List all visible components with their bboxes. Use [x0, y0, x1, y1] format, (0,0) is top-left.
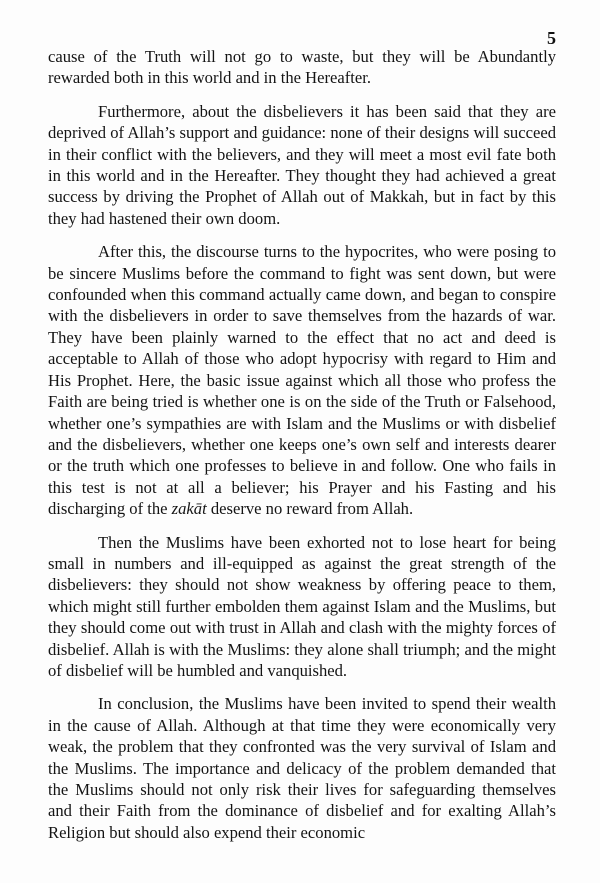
paragraph-hypocrites	[48, 241, 556, 519]
paragraph-hypocrites-text: After this, the discourse turns to the hypocrites, who were posing to be sincere Muslims before the command to fight was sent down, but were confounded when this command actually came down, and began to conspire with the disbelievers in order to save themselves from the hazards of war. They have been plainly warned to the effect that no act and deed is acceptable to Allah of those who adopt hypocrisy with regard to Him and His Prophet. Here, the basic issue against which all those who profess the Faith are being tried is whether one is on the side of the Truth or Falsehood, whether one’s sympathies are with Islam and the Muslims or with disbelief and the disbelievers, whether one keeps one’s own self and interests dearer or the truth which one professes to believe in and follow. One who fails in this test is not at all a believer; his Prayer and his Fasting and his discharging of the	[48, 242, 556, 519]
paragraph-continuation: cause of the Truth will not go to waste, but they will be Abundantly rewarded both in this world and in the Hereafter.	[48, 47, 556, 88]
body-text	[48, 46, 556, 855]
paragraph-conclusion: In conclusion, the Muslims have been invited to spend their wealth in the cause of Allah. Although at that time they were economically very weak, the problem that they confronted was the very survival of Islam and the Muslims. The importance and delicacy of the problem demanded that the Muslims should not only risk their lives for safeguarding themselves and their Faith from the dominance of disbelief and for exalting Allah’s Religion but should also expend their economic	[48, 694, 556, 842]
zakat-term: zakāt	[171, 499, 207, 519]
paragraph-disbelievers: Furthermore, about the disbelievers it has been said that they are deprived of Allah’s support and guidance: none of their designs will succeed in their conflict with the believers, and they will meet a most evil fate both in this world and in the Hereafter. They thought they had achieved a great success by driving the Prophet of Allah out of Makkah, but in fact by this they had hastened their own doom.	[48, 101, 556, 228]
paragraph-exhortation: Then the Muslims have been exhorted not to lose heart for being small in numbers and ill-equipped as against the great strength of the disbelievers: they should not show weakness by offering peace to them, which might still further embolden them against Islam and the Muslims, but they should come out with trust in Allah and clash with the mighty forces of disbelief. Allah is with the Muslims: they alone shall triumph; and the might of disbelief will be humbled and vanquished.	[48, 532, 556, 680]
paragraph-hypocrites-ending: deserve no reward from Allah.	[206, 499, 414, 519]
page-number: 5	[547, 28, 556, 48]
